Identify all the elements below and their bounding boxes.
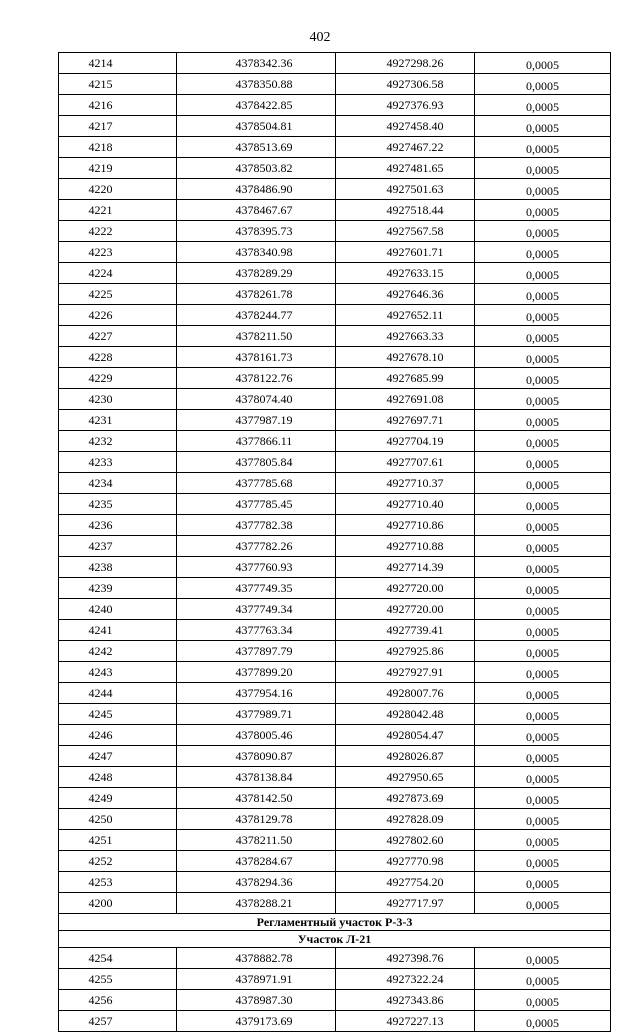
x-coordinate-cell: 4377782.26	[177, 536, 336, 557]
y-coordinate-cell: 4927828.09	[336, 809, 475, 830]
y-coordinate-cell: 4927298.26	[336, 53, 475, 74]
x-coordinate-cell: 4377866.11	[177, 431, 336, 452]
table-row	[59, 347, 611, 368]
error-cell: 0,0005	[475, 893, 611, 914]
error-cell: 0,0005	[475, 347, 611, 368]
y-coordinate-cell: 4928007.76	[336, 683, 475, 704]
point-number-cell: 4238	[59, 557, 177, 578]
point-number-cell: 4250	[59, 809, 177, 830]
x-coordinate-cell: 4378504.81	[177, 116, 336, 137]
point-number-cell: 4222	[59, 221, 177, 242]
y-coordinate-cell: 4928042.48	[336, 704, 475, 725]
y-coordinate-cell: 4928026.87	[336, 746, 475, 767]
y-coordinate-cell: 4927707.61	[336, 452, 475, 473]
y-coordinate-cell: 4927458.40	[336, 116, 475, 137]
x-coordinate-cell: 4378288.21	[177, 893, 336, 914]
table-row	[59, 767, 611, 788]
error-cell: 0,0005	[475, 158, 611, 179]
point-number-cell: 4219	[59, 158, 177, 179]
error-cell: 0,0005	[475, 704, 611, 725]
error-cell: 0,0005	[475, 137, 611, 158]
x-coordinate-cell: 4378129.78	[177, 809, 336, 830]
y-coordinate-cell: 4927739.41	[336, 620, 475, 641]
error-cell: 0,0005	[475, 578, 611, 599]
error-cell: 0,0005	[475, 683, 611, 704]
x-coordinate-cell: 4378284.67	[177, 851, 336, 872]
error-cell: 0,0005	[475, 221, 611, 242]
y-coordinate-cell: 4927927.91	[336, 662, 475, 683]
x-coordinate-cell: 4378987.30	[177, 990, 336, 1011]
table-row	[59, 305, 611, 326]
table-row	[59, 851, 611, 872]
error-cell: 0,0005	[475, 557, 611, 578]
error-cell: 0,0005	[475, 494, 611, 515]
point-number-cell: 4224	[59, 263, 177, 284]
point-number-cell: 4257	[59, 1011, 177, 1032]
x-coordinate-cell: 4377805.84	[177, 452, 336, 473]
x-coordinate-cell: 4377897.79	[177, 641, 336, 662]
y-coordinate-cell: 4927710.86	[336, 515, 475, 536]
point-number-cell: 4214	[59, 53, 177, 74]
table-row	[59, 179, 611, 200]
coordinates-table	[58, 52, 611, 1032]
section-heading: Регламентный участок Р-3-3	[59, 914, 611, 931]
error-cell: 0,0005	[475, 536, 611, 557]
table-row	[59, 326, 611, 347]
point-number-cell: 4248	[59, 767, 177, 788]
point-number-cell: 4227	[59, 326, 177, 347]
y-coordinate-cell: 4927467.22	[336, 137, 475, 158]
table-row	[59, 557, 611, 578]
y-coordinate-cell: 4927518.44	[336, 200, 475, 221]
point-number-cell: 4237	[59, 536, 177, 557]
error-cell: 0,0005	[475, 1011, 611, 1032]
point-number-cell: 4252	[59, 851, 177, 872]
x-coordinate-cell: 4379173.69	[177, 1011, 336, 1032]
y-coordinate-cell: 4927697.71	[336, 410, 475, 431]
x-coordinate-cell: 4378486.90	[177, 179, 336, 200]
point-number-cell: 4216	[59, 95, 177, 116]
error-cell: 0,0005	[475, 662, 611, 683]
y-coordinate-cell: 4927710.37	[336, 473, 475, 494]
x-coordinate-cell: 4378289.29	[177, 263, 336, 284]
y-coordinate-cell: 4927398.76	[336, 948, 475, 969]
error-cell: 0,0005	[475, 326, 611, 347]
point-number-cell: 4233	[59, 452, 177, 473]
table-row	[59, 948, 611, 969]
error-cell: 0,0005	[475, 200, 611, 221]
point-number-cell: 4217	[59, 116, 177, 137]
x-coordinate-cell: 4377749.34	[177, 599, 336, 620]
error-cell: 0,0005	[475, 53, 611, 74]
point-number-cell: 4220	[59, 179, 177, 200]
point-number-cell: 4253	[59, 872, 177, 893]
point-number-cell: 4249	[59, 788, 177, 809]
y-coordinate-cell: 4927567.58	[336, 221, 475, 242]
y-coordinate-cell: 4927501.63	[336, 179, 475, 200]
table-row	[59, 263, 611, 284]
y-coordinate-cell: 4927770.98	[336, 851, 475, 872]
table-row	[59, 200, 611, 221]
y-coordinate-cell: 4927950.65	[336, 767, 475, 788]
point-number-cell: 4256	[59, 990, 177, 1011]
point-number-cell: 4251	[59, 830, 177, 851]
y-coordinate-cell: 4927691.08	[336, 389, 475, 410]
table-row	[59, 158, 611, 179]
x-coordinate-cell: 4378342.36	[177, 53, 336, 74]
table-row	[59, 389, 611, 410]
y-coordinate-cell: 4928054.47	[336, 725, 475, 746]
y-coordinate-cell: 4927802.60	[336, 830, 475, 851]
error-cell: 0,0005	[475, 990, 611, 1011]
error-cell: 0,0005	[475, 431, 611, 452]
x-coordinate-cell: 4377782.38	[177, 515, 336, 536]
x-coordinate-cell: 4378138.84	[177, 767, 336, 788]
table-row	[59, 990, 611, 1011]
y-coordinate-cell: 4927710.88	[336, 536, 475, 557]
x-coordinate-cell: 4378211.50	[177, 326, 336, 347]
error-cell: 0,0005	[475, 788, 611, 809]
x-coordinate-cell: 4378503.82	[177, 158, 336, 179]
point-number-cell: 4247	[59, 746, 177, 767]
error-cell: 0,0005	[475, 725, 611, 746]
error-cell: 0,0005	[475, 969, 611, 990]
y-coordinate-cell: 4927663.33	[336, 326, 475, 347]
y-coordinate-cell: 4927720.00	[336, 578, 475, 599]
error-cell: 0,0005	[475, 473, 611, 494]
table-row	[59, 578, 611, 599]
point-number-cell: 4200	[59, 893, 177, 914]
table-row	[59, 116, 611, 137]
x-coordinate-cell: 4377760.93	[177, 557, 336, 578]
point-number-cell: 4244	[59, 683, 177, 704]
error-cell: 0,0005	[475, 389, 611, 410]
point-number-cell: 4245	[59, 704, 177, 725]
point-number-cell: 4236	[59, 515, 177, 536]
table-row	[59, 788, 611, 809]
y-coordinate-cell: 4927343.86	[336, 990, 475, 1011]
x-coordinate-cell: 4377989.71	[177, 704, 336, 725]
point-number-cell: 4226	[59, 305, 177, 326]
table-row	[59, 137, 611, 158]
error-cell: 0,0005	[475, 116, 611, 137]
error-cell: 0,0005	[475, 263, 611, 284]
point-number-cell: 4221	[59, 200, 177, 221]
point-number-cell: 4241	[59, 620, 177, 641]
table-row	[59, 515, 611, 536]
table-row	[59, 494, 611, 515]
error-cell: 0,0005	[475, 452, 611, 473]
error-cell: 0,0005	[475, 809, 611, 830]
x-coordinate-cell: 4377763.34	[177, 620, 336, 641]
x-coordinate-cell: 4378395.73	[177, 221, 336, 242]
table-row	[59, 662, 611, 683]
point-number-cell: 4239	[59, 578, 177, 599]
point-number-cell: 4225	[59, 284, 177, 305]
error-cell: 0,0005	[475, 767, 611, 788]
table-row	[59, 809, 611, 830]
x-coordinate-cell: 4378142.50	[177, 788, 336, 809]
table-row	[59, 368, 611, 389]
y-coordinate-cell: 4927678.10	[336, 347, 475, 368]
error-cell: 0,0005	[475, 410, 611, 431]
point-number-cell: 4228	[59, 347, 177, 368]
x-coordinate-cell: 4378244.77	[177, 305, 336, 326]
point-number-cell: 4232	[59, 431, 177, 452]
x-coordinate-cell: 4378513.69	[177, 137, 336, 158]
table-row	[59, 704, 611, 725]
error-cell: 0,0005	[475, 620, 611, 641]
table-row	[59, 872, 611, 893]
point-number-cell: 4255	[59, 969, 177, 990]
x-coordinate-cell: 4378350.88	[177, 74, 336, 95]
error-cell: 0,0005	[475, 746, 611, 767]
y-coordinate-cell: 4927754.20	[336, 872, 475, 893]
error-cell: 0,0005	[475, 242, 611, 263]
x-coordinate-cell: 4377785.45	[177, 494, 336, 515]
y-coordinate-cell: 4927925.86	[336, 641, 475, 662]
x-coordinate-cell: 4378161.73	[177, 347, 336, 368]
x-coordinate-cell: 4378005.46	[177, 725, 336, 746]
error-cell: 0,0005	[475, 74, 611, 95]
point-number-cell: 4218	[59, 137, 177, 158]
table-row	[59, 599, 611, 620]
point-number-cell: 4223	[59, 242, 177, 263]
x-coordinate-cell: 4378090.87	[177, 746, 336, 767]
error-cell: 0,0005	[475, 179, 611, 200]
y-coordinate-cell: 4927714.39	[336, 557, 475, 578]
table-row	[59, 431, 611, 452]
table-row	[59, 620, 611, 641]
y-coordinate-cell: 4927873.69	[336, 788, 475, 809]
y-coordinate-cell: 4927481.65	[336, 158, 475, 179]
error-cell: 0,0005	[475, 872, 611, 893]
table-row	[59, 452, 611, 473]
point-number-cell: 4246	[59, 725, 177, 746]
x-coordinate-cell: 4377785.68	[177, 473, 336, 494]
y-coordinate-cell: 4927685.99	[336, 368, 475, 389]
error-cell: 0,0005	[475, 599, 611, 620]
table-row	[59, 53, 611, 74]
table-row	[59, 641, 611, 662]
point-number-cell: 4243	[59, 662, 177, 683]
page-number: 402	[309, 30, 331, 45]
point-number-cell: 4230	[59, 389, 177, 410]
y-coordinate-cell: 4927717.97	[336, 893, 475, 914]
table-row	[59, 746, 611, 767]
y-coordinate-cell: 4927646.36	[336, 284, 475, 305]
point-number-cell: 4234	[59, 473, 177, 494]
x-coordinate-cell: 4378882.78	[177, 948, 336, 969]
x-coordinate-cell: 4378211.50	[177, 830, 336, 851]
y-coordinate-cell: 4927652.11	[336, 305, 475, 326]
section-heading-row	[59, 914, 611, 931]
point-number-cell: 4215	[59, 74, 177, 95]
subsection-heading: Участок Л-21	[59, 931, 611, 948]
table-row	[59, 969, 611, 990]
error-cell: 0,0005	[475, 368, 611, 389]
error-cell: 0,0005	[475, 284, 611, 305]
x-coordinate-cell: 4378422.85	[177, 95, 336, 116]
x-coordinate-cell: 4377954.16	[177, 683, 336, 704]
x-coordinate-cell: 4378122.76	[177, 368, 336, 389]
point-number-cell: 4254	[59, 948, 177, 969]
error-cell: 0,0005	[475, 830, 611, 851]
x-coordinate-cell: 4378340.98	[177, 242, 336, 263]
point-number-cell: 4242	[59, 641, 177, 662]
point-number-cell: 4235	[59, 494, 177, 515]
y-coordinate-cell: 4927227.13	[336, 1011, 475, 1032]
table-row	[59, 284, 611, 305]
x-coordinate-cell: 4378294.36	[177, 872, 336, 893]
subsection-heading-row	[59, 931, 611, 948]
error-cell: 0,0005	[475, 95, 611, 116]
table-row	[59, 683, 611, 704]
table-row	[59, 536, 611, 557]
x-coordinate-cell: 4378971.91	[177, 969, 336, 990]
error-cell: 0,0005	[475, 851, 611, 872]
y-coordinate-cell: 4927633.15	[336, 263, 475, 284]
table-row	[59, 95, 611, 116]
x-coordinate-cell: 4378261.78	[177, 284, 336, 305]
table-row	[59, 221, 611, 242]
point-number-cell: 4229	[59, 368, 177, 389]
x-coordinate-cell: 4378074.40	[177, 389, 336, 410]
table-row	[59, 473, 611, 494]
y-coordinate-cell: 4927322.24	[336, 969, 475, 990]
error-cell: 0,0005	[475, 641, 611, 662]
y-coordinate-cell: 4927601.71	[336, 242, 475, 263]
x-coordinate-cell: 4378467.67	[177, 200, 336, 221]
y-coordinate-cell: 4927720.00	[336, 599, 475, 620]
error-cell: 0,0005	[475, 305, 611, 326]
y-coordinate-cell: 4927710.40	[336, 494, 475, 515]
table-body	[59, 53, 611, 1032]
error-cell: 0,0005	[475, 948, 611, 969]
y-coordinate-cell: 4927704.19	[336, 431, 475, 452]
point-number-cell: 4231	[59, 410, 177, 431]
table-row	[59, 1011, 611, 1032]
error-cell: 0,0005	[475, 515, 611, 536]
table-row	[59, 74, 611, 95]
table-row	[59, 410, 611, 431]
table-row	[59, 725, 611, 746]
table-row	[59, 242, 611, 263]
x-coordinate-cell: 4377749.35	[177, 578, 336, 599]
x-coordinate-cell: 4377987.19	[177, 410, 336, 431]
table-row	[59, 830, 611, 851]
point-number-cell: 4240	[59, 599, 177, 620]
y-coordinate-cell: 4927306.58	[336, 74, 475, 95]
y-coordinate-cell: 4927376.93	[336, 95, 475, 116]
x-coordinate-cell: 4377899.20	[177, 662, 336, 683]
